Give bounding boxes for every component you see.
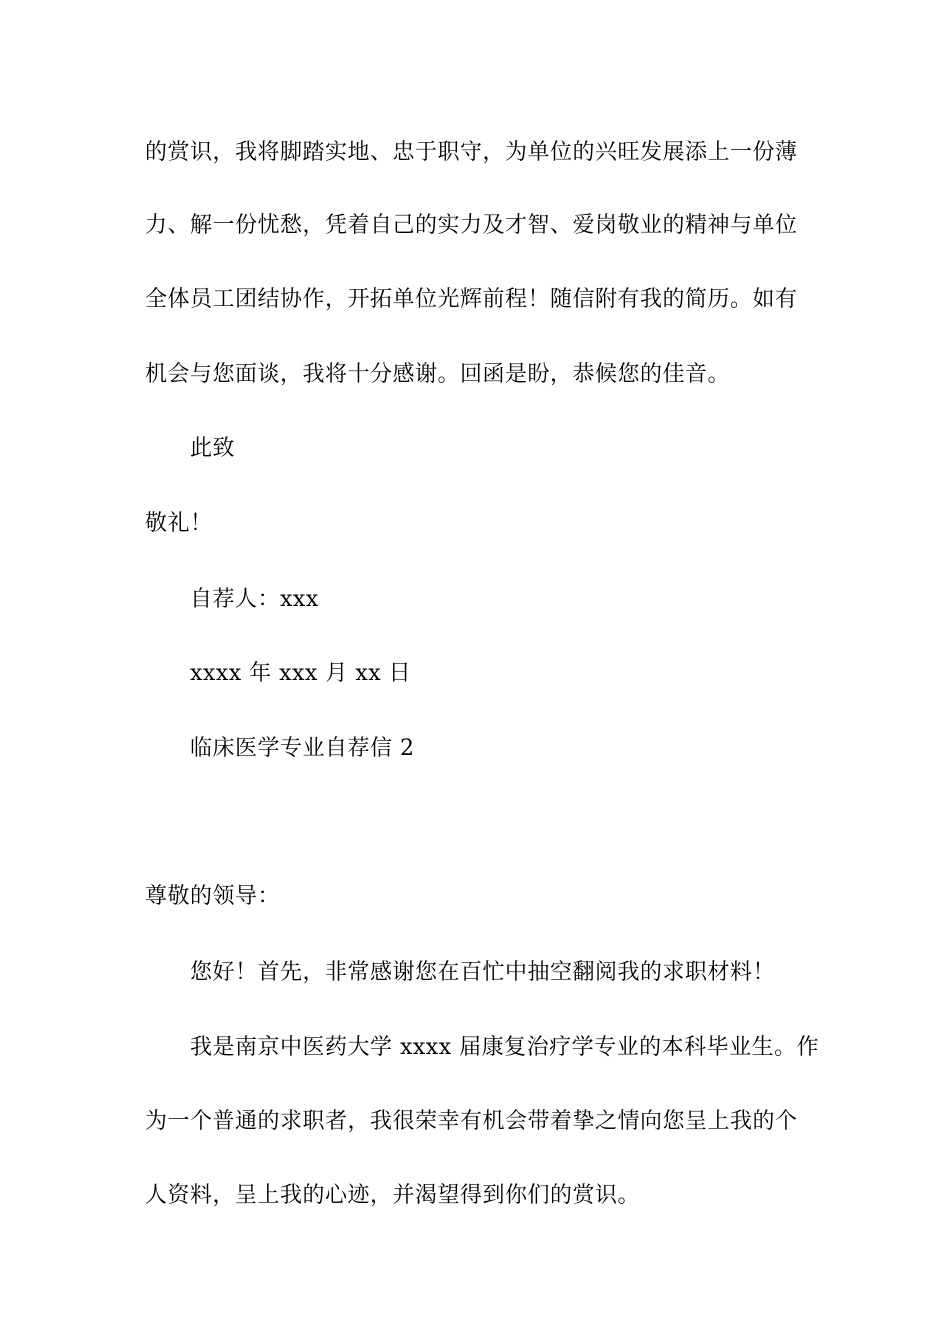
body-text-line: 的赏识，我将脚踏实地、忠于职守，为单位的兴旺发展添上一份薄 [145,140,798,165]
section-title: 临床医学专业自荐信 2 [190,736,415,761]
body-text-line: 全体员工团结协作，开拓单位光辉前程！随信附有我的简历。如有 [145,287,798,312]
body-text-line: 力、解一份忧愁，凭着自己的实力及才智、爱岗敬业的精神与单位 [145,213,798,238]
body-text-line: 我是南京中医药大学 xxxx 届康复治疗学专业的本科毕业生。作 [190,1035,820,1060]
salutation-regards: 敬礼！ [145,511,213,536]
greeting: 尊敬的领导： [145,884,281,909]
signature-date: xxxx 年 xxx 月 xx 日 [190,661,412,686]
body-text-line: 机会与您面谈，我将十分感谢。回函是盼，恭候您的佳音。 [145,362,731,387]
body-text-line: 人资料，呈上我的心迹，并渴望得到你们的赏识。 [145,1183,641,1208]
closing-phrase: 此致 [190,436,236,461]
body-text-line: 您好！首先，非常感谢您在百忙中抽空翻阅我的求职材料！ [190,960,776,985]
body-text-line: 为一个普通的求职者，我很荣幸有机会带着挚之情向您呈上我的个 [145,1109,798,1134]
signature-sender: 自荐人：xxx [190,587,319,612]
